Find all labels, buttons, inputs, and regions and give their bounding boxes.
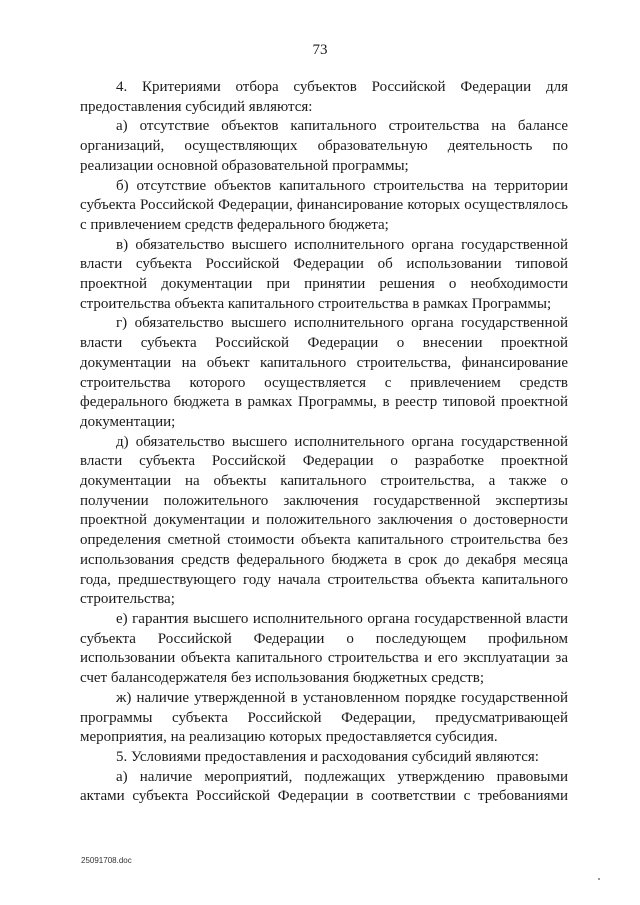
paragraph-criteria-zh: ж) наличие утвержденной в установленном порядке государственной программы субъекта Российской Федерации, предусматривающей мероприятия, на реализацию которых предоставляется субсидия.	[80, 689, 568, 746]
page-number: 73	[312, 42, 328, 58]
paragraph-criteria-v: в) обязательство высшего исполнительного органа государственной власти субъекта Российской Федерации об использовании типовой проектной документации при принятии решения о необходимости строительства объекта капитального строительства в рамках Программы;	[80, 236, 568, 312]
scan-mark	[598, 878, 600, 880]
footer-filename: 25091708.doc	[81, 856, 132, 865]
document-body	[80, 78, 568, 807]
paragraph-conditions-a: а) наличие мероприятий, подлежащих утверждению правовыми актами субъекта Российской Федерации в соответствии с требованиями	[80, 768, 568, 805]
paragraph-criteria-d: д) обязательство высшего исполнительного органа государственной власти субъекта Российской Федерации о разработке проектной документации на объекты капитального строительства, а также о получении положительного заключения государственной экспертизы проектной документации и положительного заключения о достоверности определения сметной стоимости объекта капитального строительства без использования средств федерального бюджета в срок до декабря месяца года, предшествующего году начала строительства объекта капитального строительства;	[80, 433, 568, 608]
paragraph-conditions-intro: 5. Условиями предоставления и расходования субсидий являются:	[116, 748, 539, 765]
paragraph-criteria-g: г) обязательство высшего исполнительного органа государственной власти субъекта Российской Федерации о внесении проектной документации на объект капитального строительства, финансирование строительства которого осуществляется с привлечением средств федерального бюджета в рамках Программы, в реестр типовой проектной документации;	[80, 315, 568, 430]
paragraph-criteria-b: б) отсутствие объектов капитального строительства на территории субъекта Российской Федерации, финансирование которых осуществлялось с привлечением средств федерального бюджета;	[80, 177, 568, 233]
paragraph-criteria-intro: 4. Критериями отбора субъектов Российской Федерации для предоставления субсидий являются:	[80, 79, 568, 115]
paragraph-criteria-a: а) отсутствие объектов капитального строительства на балансе организаций, осуществляющих образовательную деятельность по реализации основной образовательной программы;	[80, 118, 568, 174]
paragraph-criteria-e: е) гарантия высшего исполнительного органа государственной власти субъекта Российской Федерации о последующем профильном использовании объекта капитального строительства и его эксплуатации за счет балансодержателя без использования бюджетных средств;	[80, 610, 568, 687]
